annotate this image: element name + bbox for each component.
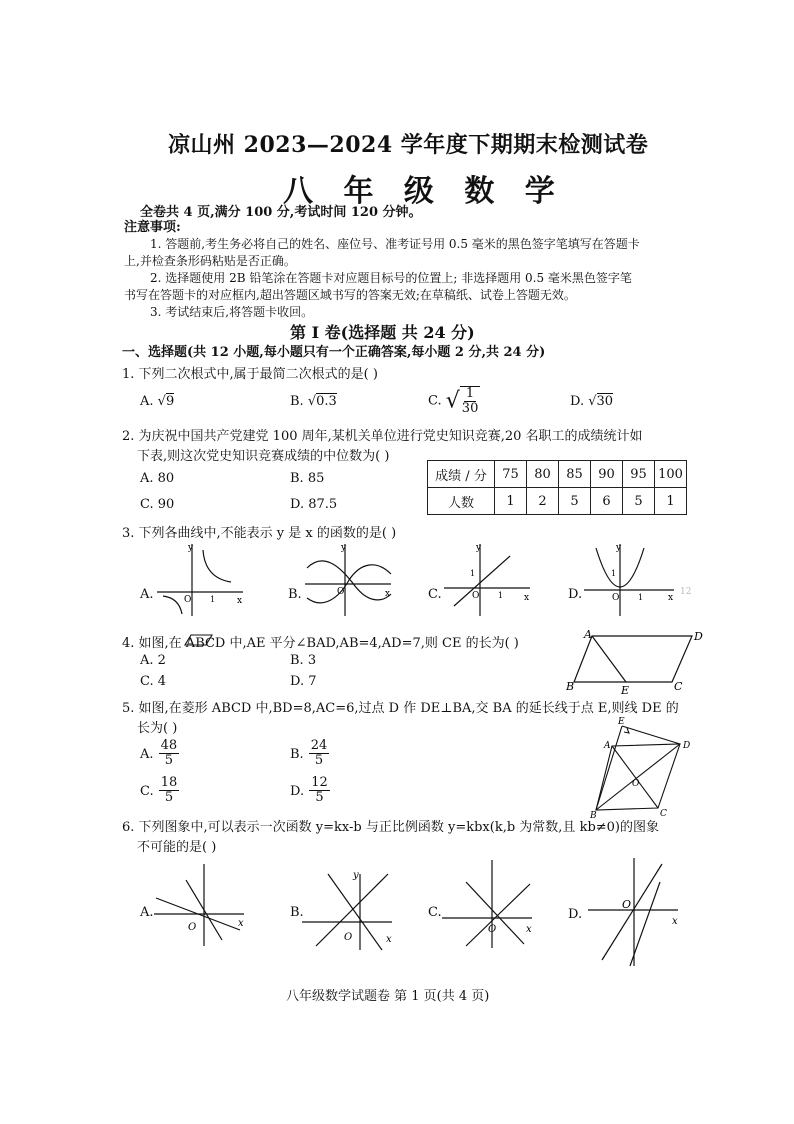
q1-option-d: D. √30 (570, 394, 614, 409)
q2-count-cell: 5 (623, 488, 655, 515)
right-angle-mark (624, 728, 629, 733)
q2-option-d: D. 87.5 (290, 497, 338, 512)
y-label: y (476, 543, 482, 553)
q2-count-cell: 1 (495, 488, 527, 515)
q2-score-cell: 75 (495, 461, 527, 488)
q2-count-row (428, 488, 687, 515)
origin-label: O (612, 593, 620, 603)
x-label: x (237, 596, 243, 606)
x-label: x (238, 918, 244, 929)
q2-count-cell: 5 (559, 488, 591, 515)
point-label-o: O (632, 779, 640, 789)
point-label-e: E (618, 717, 625, 727)
q4-option-d: D. 7 (290, 674, 317, 689)
notice-1b: 上,并检查条形码粘贴是否正确。 (124, 254, 296, 268)
x-label: x (385, 589, 391, 599)
q6-graph-d (586, 852, 686, 972)
tick-label: 1 (611, 569, 617, 578)
tick-label: 1 (638, 593, 644, 602)
tick-label: 1 (210, 595, 216, 604)
q5-stem-2: 长为( ) (137, 721, 178, 736)
q3-graph-b (303, 540, 395, 618)
point-label-c: C (674, 680, 683, 693)
origin-label: O (622, 898, 632, 911)
point-label-e: E (621, 684, 630, 697)
point-label-b: B (566, 680, 575, 693)
y-label: y (353, 870, 359, 881)
q2-stem-1: 2. 为庆祝中国共产党建党 100 周年,某机关单位进行党史知识竞赛,20 名职工的成绩统计如 (122, 429, 643, 444)
notice-2a: 2. 选择题使用 2B 铅笔涂在答题卡对应题目标号的位置上; 非选择题用 0.5 毫米黑色签字笔 (150, 271, 632, 285)
q3-option-d: D. (568, 587, 583, 602)
q6-stem-2: 不可能的是( ) (137, 840, 217, 855)
diagonal-ac (612, 746, 658, 808)
exam-title: 凉山州 2023—2024 学年度下期期末检测试卷 (168, 132, 649, 158)
segment-de (622, 726, 680, 744)
exam-info: 全卷共 4 页,满分 100 分,考试时间 120 分钟。 (140, 205, 422, 220)
notice-3: 3. 考试结束后,将答题卡收回。 (150, 305, 314, 319)
function-line (602, 864, 662, 960)
stray-mark: 12 (680, 587, 692, 597)
x-label: x (672, 916, 678, 927)
origin-label: O (488, 924, 497, 935)
q3-stem: 3. 下列各曲线中,不能表示 y 是 x 的函数的是( ) (122, 526, 397, 541)
q2-count-cell: 1 (655, 488, 687, 515)
q5-option-c: C. $\frac{18}{5}$ (140, 775, 178, 805)
tick-label: 1 (498, 591, 504, 600)
q2-score-cell: 80 (527, 461, 559, 488)
x-label: x (526, 924, 532, 935)
exam-subject: 八 年 级 数 学 (283, 174, 565, 209)
q1-stem: 1. 下列二次根式中,属于最简二次根式的是( ) (122, 367, 378, 382)
q3-option-a: A. (140, 587, 154, 602)
point-label-d: D (683, 741, 691, 751)
line-eb (596, 726, 622, 810)
y-label: y (188, 543, 194, 553)
q6-option-c: C. (428, 905, 442, 920)
x-label: x (524, 593, 530, 603)
q2-score-cell: 95 (623, 461, 655, 488)
notice-1a: 1. 答题前,考生务必将自己的姓名、座位号、准考证号用 0.5 毫米的黑色签字笔填写在答题卡 (150, 237, 640, 251)
q1-option-b: B. √0.3 (290, 394, 337, 409)
q2-count-cell: 6 (591, 488, 623, 515)
function-line (466, 884, 530, 946)
q5-stem-1: 5. 如图,在菱形 ABCD 中,BD=8,AC=6,过点 D 作 DE⊥BA,交 BA 的延长线于点 E,则线 DE 的 (122, 701, 679, 716)
origin-label: O (472, 591, 480, 601)
notice-title: 注意事项: (124, 220, 181, 235)
q3-option-c: C. (428, 587, 442, 602)
parallelogram-symbol-icon (184, 633, 214, 647)
q2-option-b: B. 85 (290, 471, 325, 486)
q6-option-d: D. (568, 907, 583, 922)
tick-label: 1 (470, 569, 476, 578)
q6-option-a: A. (140, 905, 154, 920)
origin-label: O (337, 587, 345, 597)
x-label: x (386, 934, 392, 945)
q6-stem-1: 6. 下列图象中,可以表示一次函数 y=kx-b 与正比例函数 y=kbx(k,b 为常数,且 kb≠0)的图象 (122, 820, 659, 835)
q2-score-cell: 100 (655, 461, 687, 488)
q2-count-cell: 2 (527, 488, 559, 515)
page-footer: 八年级数学试题卷 第 1 页(共 4 页) (286, 989, 490, 1004)
point-label-a: A (604, 741, 611, 751)
q3-graph-d (582, 540, 694, 618)
q2-option-c: C. 90 (140, 497, 175, 512)
q2-score-cell: 85 (559, 461, 591, 488)
q4-option-b: B. 3 (290, 653, 317, 668)
q6-option-b: B. (290, 905, 304, 920)
q5-option-a: A. $\frac{48}{5}$ (140, 738, 178, 768)
q3-graph-c (442, 540, 534, 618)
y-label: y (616, 543, 622, 553)
origin-label: O (184, 595, 192, 605)
point-label-b: B (590, 811, 597, 818)
diagonal-bd (596, 744, 680, 810)
hyperbola-branch (203, 550, 231, 582)
q5-figure (588, 714, 698, 818)
q6-graph-c (440, 856, 540, 950)
point-label-a: A (584, 628, 592, 641)
section-title: 第 Ⅰ 卷(选择题 共 24 分) (290, 323, 475, 342)
segment-ae (592, 636, 626, 682)
q2-score-header: 成绩 / 分 (428, 461, 495, 488)
notice-2b: 书写在答题卡的对应框内,超出答题区域书写的答案无效;在草稿纸、试卷上答题无效。 (124, 288, 576, 302)
point-label-c: C (660, 809, 667, 818)
function-line (328, 874, 382, 950)
q1-option-c: C. √ $\frac{1}{30}$ (428, 386, 479, 416)
origin-label: O (344, 932, 353, 943)
q2-score-cell: 90 (591, 461, 623, 488)
parallelogram-abcd (574, 636, 692, 682)
point-label-d: D (694, 630, 703, 643)
q6-graph-a (152, 860, 252, 950)
q3-graph-a (155, 540, 247, 618)
q6-graph-b (300, 862, 400, 952)
y-label: y (341, 543, 347, 553)
x-label: x (668, 593, 674, 603)
q2-score-table (427, 460, 687, 515)
q2-stem-2: 下表,则这次党史知识竞赛成绩的中位数为( ) (137, 449, 390, 464)
q2-option-a: A. 80 (140, 471, 175, 486)
q1-option-a: A. √9 (140, 394, 175, 409)
q3-option-b: B. (288, 587, 302, 602)
q5-option-b: B. $\frac{24}{5}$ (290, 738, 328, 768)
q4-figure (566, 626, 706, 698)
q4-option-a: A. 2 (140, 653, 166, 668)
part-title: 一、选择题(共 12 小题,每小题只有一个正确答案,每小题 2 分,共 24 分) (122, 345, 546, 360)
hyperbola-branch (163, 596, 182, 614)
origin-label: O (188, 922, 197, 933)
q5-option-d: D. $\frac{12}{5}$ (290, 775, 328, 805)
q2-count-header: 人数 (428, 488, 495, 515)
q2-score-row (428, 461, 687, 488)
q4-stem: 4. 如图,在 ABCD 中,AE 平分∠BAD,AB=4,AD=7,则 CE 的长为( ) (122, 636, 519, 651)
q4-option-c: C. 4 (140, 674, 167, 689)
